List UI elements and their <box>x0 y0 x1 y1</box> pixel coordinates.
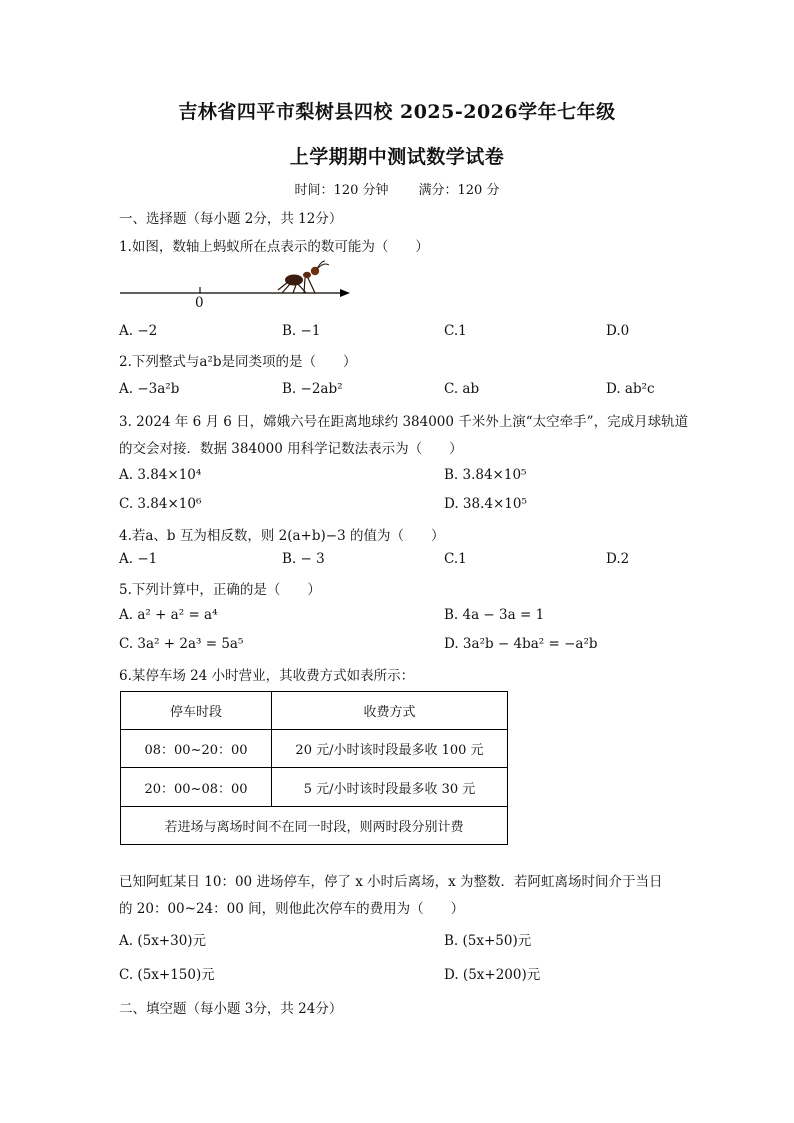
q3-option-b: B. 3.84×10⁵ <box>444 467 527 483</box>
table-footer-row <box>121 807 508 845</box>
q3-option-d: D. 38.4×10⁵ <box>444 496 527 512</box>
section-2-header: 二、填空题（每小题 3分，共 24分） <box>119 1001 343 1017</box>
table-row <box>121 730 508 768</box>
table-header-row <box>121 692 508 730</box>
table-footer-cell: 若进场与离场时间不在同一时段，则两时段分别计费 <box>121 807 508 845</box>
title-line-2: 上学期期中测试数学试卷 <box>289 146 505 168</box>
exam-info <box>0 179 794 198</box>
q5-option-a: A. a² + a² = a⁴ <box>119 607 218 623</box>
q3-stem-line-2: 的交会对接．数据 384000 用科学记数法表示为（ ） <box>119 441 463 457</box>
q6-option-c: C. (5x+150)元 <box>119 967 215 983</box>
section-1-header: 一、选择题（每小题 2分，共 12分） <box>119 211 343 227</box>
q3-option-a: A. 3.84×10⁴ <box>119 467 202 483</box>
q2-option-b: B. −2ab² <box>282 381 343 397</box>
q3-stem-line-1: 3. 2024 年 6 月 6 日，嫦娥六号在距离地球约 384000 千米外上演“太空牵手”，完成月球轨道 <box>119 414 689 430</box>
q6-option-b: B. (5x+50)元 <box>444 933 532 949</box>
q6-option-d: D. (5x+200)元 <box>444 967 541 983</box>
q6-stem: 6.某停车场 24 小时营业，其收费方式如表所示： <box>119 668 415 684</box>
q1-option-d: D.0 <box>606 323 630 339</box>
q2-stem: 2.下列整式与a²b是同类项的是（ ） <box>119 354 357 370</box>
table-cell: 20 元/小时该时段最多收 100 元 <box>272 730 508 768</box>
q6-option-a: A. (5x+30)元 <box>119 933 207 949</box>
q4-stem: 4.若a、b 互为相反数，则 2(a+b)−3 的值为（ ） <box>119 528 445 544</box>
score-label: 满分：120 分 <box>418 183 500 198</box>
table-row <box>121 768 508 807</box>
q4-option-c: C.1 <box>444 551 467 567</box>
q5-option-c: C. 3a² + 2a³ = 5a⁵ <box>119 636 244 652</box>
q5-option-b: B. 4a − 3a = 1 <box>444 607 545 623</box>
q1-option-b: B. −1 <box>282 323 321 339</box>
q2-option-a: A. −3a²b <box>119 381 180 397</box>
table-header-cell: 停车时段 <box>121 692 272 730</box>
q6-after-line-1: 已知阿虹某日 10：00 进场停车，停了 x 小时后离场，x 为整数．若阿虹离场时间介于当日 <box>119 874 663 890</box>
q6-after-line-2: 的 20：00~24：00 间，则他此次停车的费用为（ ） <box>119 901 465 917</box>
table-cell: 20：00~08：00 <box>121 768 272 807</box>
q1-option-c: C.1 <box>444 323 467 339</box>
q2-option-d: D. ab²c <box>606 381 655 397</box>
table-header-cell: 收费方式 <box>272 692 508 730</box>
table-cell: 08：00~20：00 <box>121 730 272 768</box>
fee-table <box>120 691 508 845</box>
table-cell: 5 元/小时该时段最多收 30 元 <box>272 768 508 807</box>
axis-zero-label: 0 <box>195 295 204 311</box>
ant-icon <box>278 261 329 293</box>
number-line-arrow <box>340 289 350 297</box>
number-line-figure <box>118 260 358 315</box>
time-label: 时间：120 分钟 <box>294 183 389 198</box>
title-line-1: 吉林省四平市梨树县四校 2025-2026学年七年级 <box>178 101 616 123</box>
q1-stem: 1.如图，数轴上蚂蚁所在点表示的数可能为（ ） <box>119 239 429 255</box>
q3-option-c: C. 3.84×10⁶ <box>119 496 202 512</box>
q4-option-b: B. − 3 <box>282 551 325 567</box>
q5-stem: 5.下列计算中，正确的是（ ） <box>119 582 321 598</box>
q2-option-c: C. ab <box>444 381 480 397</box>
q5-option-d: D. 3a²b − 4ba² = −a²b <box>444 636 598 652</box>
q4-option-a: A. −1 <box>119 551 158 567</box>
q1-option-a: A. −2 <box>119 323 158 339</box>
q4-option-d: D.2 <box>606 551 630 567</box>
